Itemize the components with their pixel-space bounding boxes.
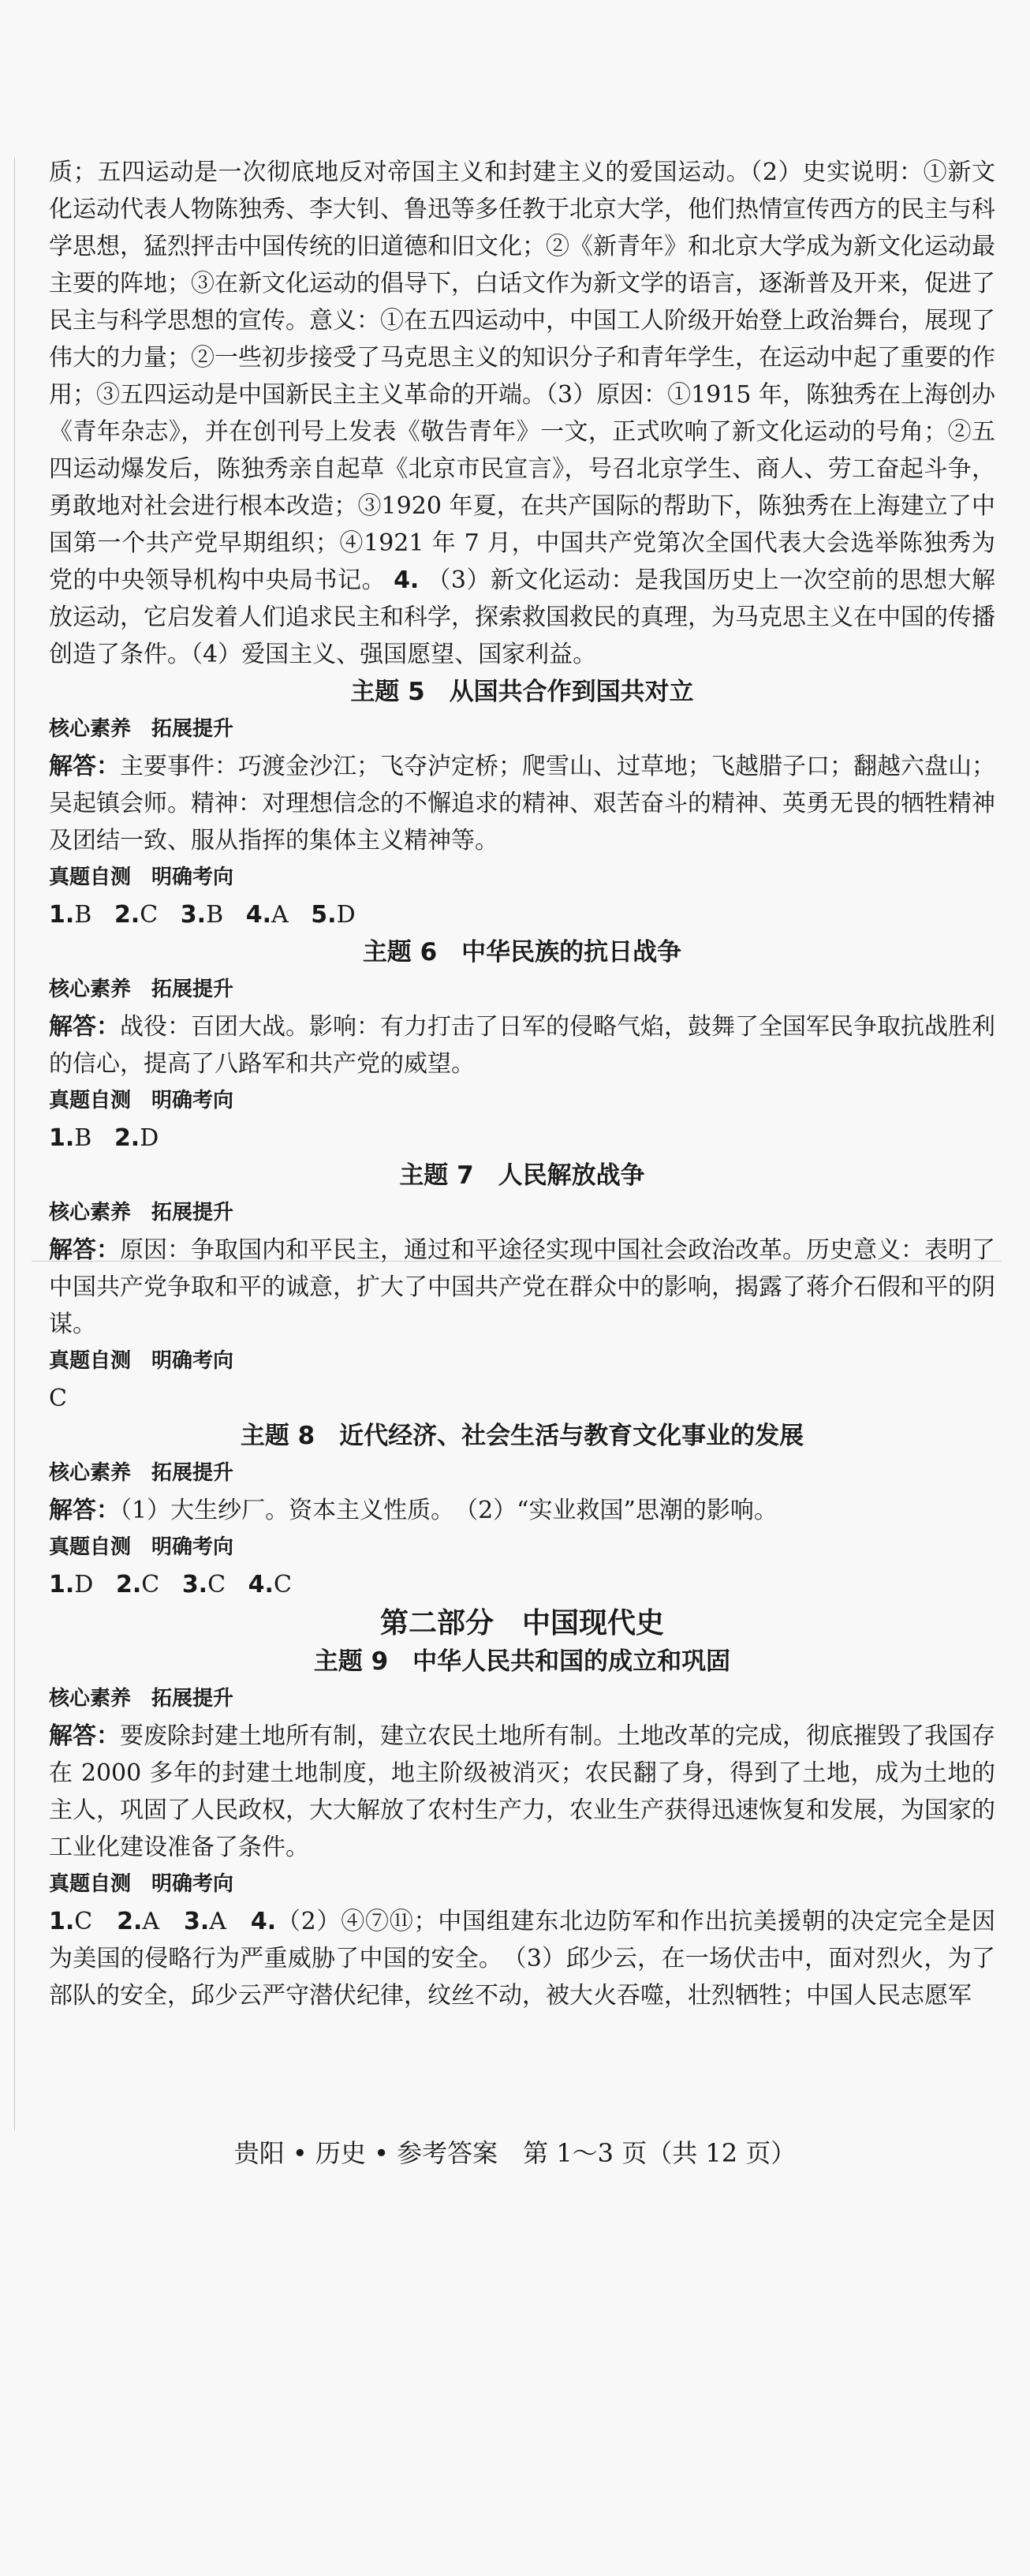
- topic-6-core-heading: 核心素养 拓展提升: [49, 978, 234, 1001]
- choice-item: 3.A: [183, 1908, 226, 1935]
- answer-label: 解答：: [49, 1013, 120, 1041]
- answer-text: 主要事件：巧渡金沙江；飞夺泸定桥；爬雪山、过草地；飞越腊子口；翻越六盘山；吴起镇会师。精神：对理想信念的不懈追求的精神、艰苦奋斗的精神、英勇无畏的牺牲精神及团结一致、服从指挥的集体主义精神等。: [49, 753, 995, 854]
- topic-8-title: 主题 8 近代经济、社会生活与教育文化事业的发展: [240, 1422, 804, 1450]
- answer-text: 战役：百团大战。影响：有力打击了日军的侵略气焰，鼓舞了全国军民争取抗战胜利的信心，提高了八路军和共产党的威望。: [49, 1013, 995, 1078]
- topic-9-answer: [49, 1718, 995, 1866]
- choice-item: 4.C: [248, 1571, 292, 1598]
- topic-6-choices: [49, 1120, 995, 1157]
- choice-item: 3.C: [181, 1571, 226, 1598]
- topic-9-choices: [49, 1903, 995, 2014]
- answer-text: 原因：争取国内和平民主，通过和平途径实现中国社会政治改革。历史意义：表明了中国共产党争取和平的诚意，扩大了中国共产党在群众中的影响，揭露了蒋介石假和平的阴谋。: [49, 1236, 995, 1338]
- question-4-number: 4.: [250, 1908, 277, 1935]
- topic-7-single-answer: C: [49, 1385, 67, 1412]
- topic-9-title: 主题 9 中华人民共和国的成立和巩固: [313, 1647, 731, 1676]
- answer-label: 解答：: [49, 753, 120, 780]
- question-4-text: （2）④⑦⑪；中国组建东北边防军和作出抗美援朝的决定完全是因为美国的侵略行为严重威胁了中国的安全。 （3）邱少云，在一场伏击中，面对烈火，为了部队的安全，邱少云严守潜伏纪律，纹丝不动，被大火吞噬，壮烈牺牲；中国人民志愿军: [49, 1908, 995, 2010]
- intro-text-1: 质；五四运动是一次彻底地反对帝国主义和封建主义的爱国运动。（2）史实说明：①新文化运动代表人物陈独秀、李大钊、鲁迅等多任教于北京大学，他们热情宣传西方的民主与科学思想，猛烈抨击中国传统的旧道德和旧文化；②《新青年》和北京大学成为新文化运动最主要的阵地；③在新文化运动的倡导下，白话文作为新文学的语言，逐渐普及开来，促进了民主与科学思想的宣传。意义：①在五四运动中，中国工人阶级开始登上政治舞台，展现了伟大的力量；②一些初步接受了马克思主义的知识分子和青年学生，在运动中起了重要的作用；③五四运动是中国新民主主义革命的开端。（3）原因：①1915 年，陈独秀在上海创办《青年杂志》，并在创刊号上发表《敬告青年》一文，正式吹响了新文化运动的号角；②五四运动爆发后，陈独秀亲自起草《北京市民宣言》，号召北京学生、商人、劳工奋起斗争，勇敢地对社会进行根本改造；③1920 年夏，在共产国际的帮助下，陈独秀在上海建立了中国第一个共产党早期组织；④1921 年 7 月，中国共产党第次全国代表大会选举陈独秀为党的中央领导机构中央局书记。: [49, 159, 995, 594]
- topic-5-test-heading: 真题自测 明确考向: [49, 866, 234, 889]
- topic-7-test-heading: 真题自测 明确考向: [49, 1349, 234, 1373]
- intro-paragraph: [49, 154, 995, 673]
- topic-8-test-heading: 真题自测 明确考向: [49, 1535, 234, 1559]
- answer-text: （1）大生纱厂。资本主义性质。 （2）“实业救国”思潮的影响。: [120, 1497, 778, 1524]
- topic-8-answer: [49, 1492, 995, 1529]
- answer-label: 解答：: [49, 1236, 120, 1264]
- choice-item: 2.D: [114, 1124, 159, 1152]
- choice-item: 1.C: [49, 1908, 93, 1935]
- topic-8-choices: [49, 1566, 995, 1603]
- choice-item: 1.B: [49, 1124, 92, 1152]
- topic-9-core-heading: 核心素养 拓展提升: [49, 1687, 234, 1710]
- topic-8-core-heading: 核心素养 拓展提升: [49, 1461, 234, 1485]
- topic-6-answer: [49, 1008, 995, 1082]
- choice-item: 5.D: [311, 901, 356, 929]
- topic-7-core-heading: 核心素养 拓展提升: [49, 1201, 234, 1224]
- answer-label: 解答：: [49, 1722, 120, 1750]
- topic-5-title: 主题 5 从国共合作到国共对立: [350, 678, 694, 706]
- topic-7-title: 主题 7 人民解放战争: [399, 1161, 645, 1190]
- topic-6-title: 主题 6 中华民族的抗日战争: [362, 938, 682, 966]
- part-2-title: 第二部分 中国现代史: [379, 1606, 664, 1639]
- choice-item: 4.A: [245, 901, 289, 929]
- topic-5-core-heading: 核心素养 拓展提升: [49, 717, 234, 741]
- topic-5-answer: [49, 748, 995, 859]
- topic-7-answer: [49, 1232, 995, 1343]
- choice-item: 3.B: [180, 901, 224, 929]
- left-margin-rule: [14, 158, 15, 2130]
- question-4-number: 4.: [394, 566, 420, 594]
- choice-item: 2.A: [117, 1908, 160, 1935]
- choice-item: 1.D: [49, 1571, 94, 1598]
- intro-text-2: （3）新文化运动：是我国历史上一次空前的思想大解放运动，它启发着人们追求民主和科学，探索救国救民的真理，为马克思主义在中国的传播创造了条件。（4）爱国主义、强国愿望、国家利益。: [49, 566, 995, 668]
- page-footer: 贵阳 • 历史 • 参考答案 第 1～3 页（共 12 页）: [233, 2138, 797, 2168]
- topic-9-test-heading: 真题自测 明确考向: [49, 1872, 234, 1896]
- topic-6-test-heading: 真题自测 明确考向: [49, 1089, 234, 1112]
- choice-item: 1.B: [49, 901, 92, 929]
- choice-item: 2.C: [115, 1571, 160, 1598]
- main-content: [49, 154, 995, 2014]
- choice-item: 2.C: [114, 901, 159, 929]
- answer-label: 解答：: [49, 1497, 120, 1524]
- topic-5-choices: [49, 896, 995, 933]
- answer-text: 要废除封建土地所有制，建立农民土地所有制。土地改革的完成，彻底摧毁了我国存在 2000 多年的封建土地制度，地主阶级被消灭；农民翻了身，得到了土地，成为土地的主人，巩固了人民政权，大大解放了农村生产力，农业生产获得迅速恢复和发展，为国家的工业化建设准备了条件。: [49, 1722, 995, 1861]
